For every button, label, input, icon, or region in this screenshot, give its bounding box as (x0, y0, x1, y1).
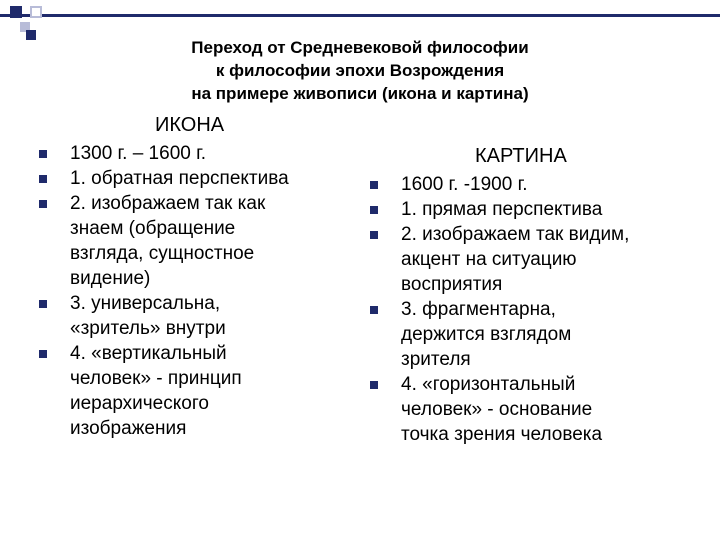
list-item-line: 1300 г. – 1600 г. (70, 143, 206, 164)
list-item (370, 222, 710, 297)
list-item-line: 3. фрагментарна, (401, 299, 556, 320)
list-item-line: восприятия (401, 274, 503, 295)
title-line: Переход от Средневековой философии (191, 38, 529, 57)
deco-square-dark (10, 6, 22, 18)
list-item (39, 141, 339, 166)
square-bullet-icon (370, 381, 378, 389)
square-bullet-icon (370, 181, 378, 189)
square-bullet-icon (39, 300, 47, 308)
list-item-line: изображения (70, 418, 187, 439)
list-item-line: взгляда, сущностное (70, 243, 255, 264)
list-item-line: человек» - принцип (70, 368, 242, 389)
list-item (370, 197, 710, 222)
title-line: на примере живописи (икона и картина) (191, 84, 529, 103)
list-item-line: 2. изображаем так видим, (401, 224, 630, 245)
right-column-list (370, 172, 710, 447)
square-bullet-icon (39, 200, 47, 208)
square-bullet-icon (39, 175, 47, 183)
list-item-line: «зритель» внутри (70, 318, 226, 339)
list-item-line: акцент на ситуацию (401, 249, 577, 270)
list-item (39, 166, 339, 191)
square-bullet-icon (370, 306, 378, 314)
title-line: к философии эпохи Возрождения (215, 61, 505, 80)
list-item-line: держится взглядом (401, 324, 572, 345)
left-column-list (39, 141, 339, 441)
header-rule (0, 14, 720, 17)
left-column-heading: ИКОНА (155, 114, 225, 136)
list-item-line: зрителя (401, 349, 471, 370)
list-item (39, 191, 339, 291)
list-item (370, 297, 710, 372)
right-column-heading: КАРТИНА (475, 145, 567, 167)
list-item-line: знаем (обращение (70, 218, 236, 239)
list-item (39, 341, 339, 441)
list-item-line: видение) (70, 268, 151, 289)
deco-square-outline (30, 6, 42, 18)
square-bullet-icon (370, 231, 378, 239)
square-bullet-icon (39, 150, 47, 158)
list-item (370, 172, 710, 197)
slide-title (0, 36, 720, 105)
list-item-line: 4. «горизонтальный (401, 374, 576, 395)
list-item-line: иерархического (70, 393, 209, 414)
list-item (39, 291, 339, 341)
list-item-line: 4. «вертикальный (70, 343, 227, 364)
square-bullet-icon (370, 206, 378, 214)
square-bullet-icon (39, 350, 47, 358)
list-item-line: точка зрения человека (401, 424, 603, 445)
list-item (370, 372, 710, 447)
list-item-line: 1600 г. -1900 г. (401, 174, 528, 195)
list-item-line: человек» - основание (401, 399, 593, 420)
list-item-line: 3. универсальна, (70, 293, 221, 314)
list-item-line: 1. прямая перспектива (401, 199, 603, 220)
list-item-line: 2. изображаем так как (70, 193, 266, 214)
list-item-line: 1. обратная перспектива (70, 168, 289, 189)
